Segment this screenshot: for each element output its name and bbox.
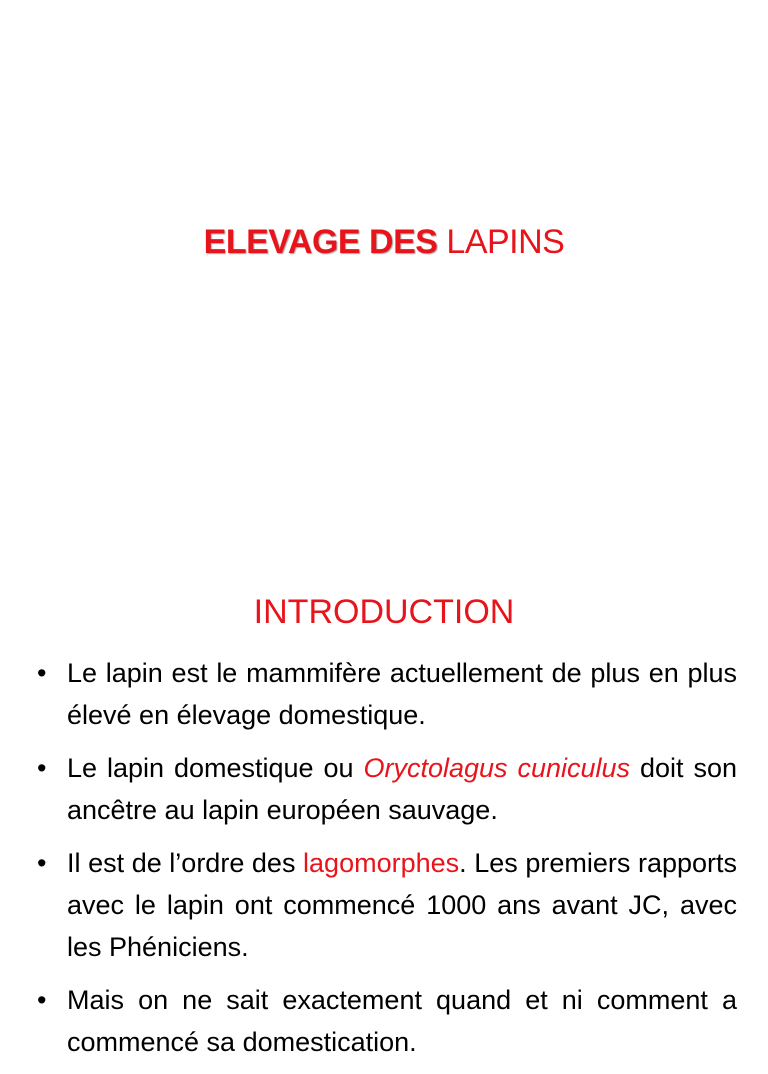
slide-title-bold: ELEVAGE DES [203, 223, 438, 261]
bullet-text: Le lapin domestique ou [67, 753, 364, 783]
bullet-dot-icon: • [37, 658, 47, 688]
bullet-dot-icon: • [37, 985, 47, 1015]
bullet-item-1 [37, 652, 737, 736]
bullet-text: Mais on ne sait exactement quand et ni comment a commencé sa domestication. [67, 985, 737, 1057]
slide-title [0, 220, 768, 264]
bullet-item-4 [37, 979, 737, 1063]
bullet-text: doit son ancêtre au lapin européen sauvage. [67, 753, 737, 825]
species-name: Oryctolagus cuniculus [363, 753, 631, 783]
bullet-item-3 [37, 842, 737, 968]
bullet-list [37, 652, 737, 1074]
section-heading: INTRODUCTION [253, 593, 515, 631]
bullet-dot-icon: • [37, 848, 47, 878]
slide-title-regular: LAPINS [446, 223, 565, 261]
bullet-dot-icon: • [37, 753, 47, 783]
bullet-text: Il est de l’ordre des [67, 848, 304, 878]
bullet-text: Le lapin est le mammifère actuellement de plus en plus élevé en élevage domestique. [67, 658, 737, 730]
bullet-text: . Les premiers rapports avec le lapin ont commencé 1000 ans avant JC, avec les Phéniciens. [67, 848, 737, 962]
bullet-item-2 [37, 747, 737, 831]
order-term: lagomorphes [303, 848, 460, 878]
